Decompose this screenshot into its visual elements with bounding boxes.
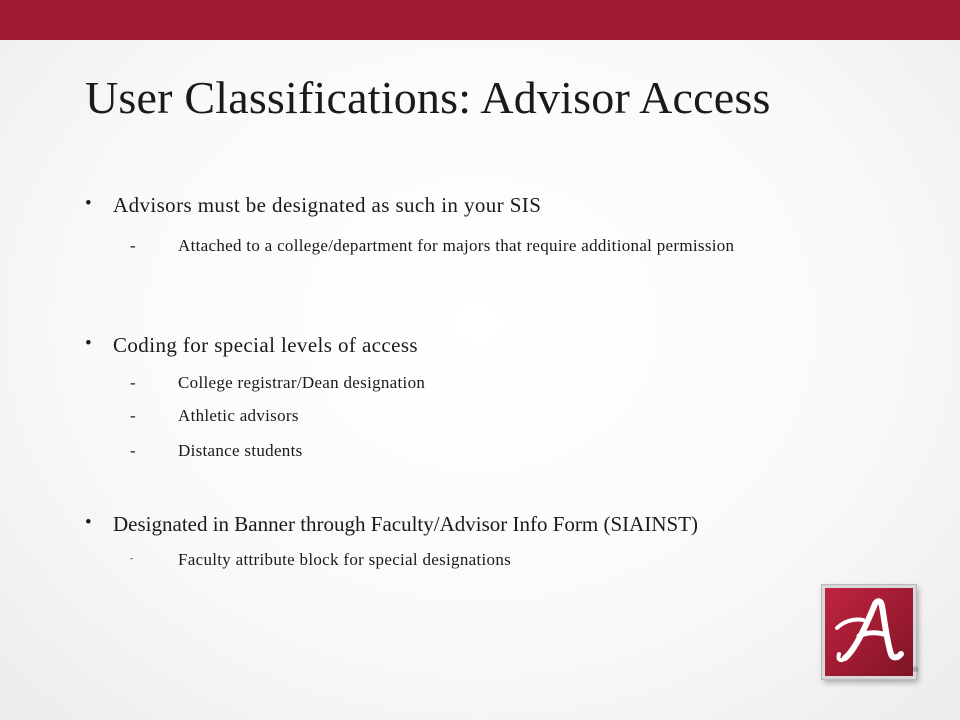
slide-title: User Classifications: Advisor Access [85,72,771,123]
dash-marker: - [130,406,136,425]
sub-item-text: Faculty attribute block for special designations [178,550,512,569]
bullet-dot: • [85,333,93,354]
dash-marker: - [130,236,136,255]
bullet-dot: • [85,193,93,214]
sub-item-text: Athletic advisors [178,406,299,425]
dash-marker: - [130,553,134,563]
registered-mark: ® [913,667,919,674]
bullet-text: Advisors must be designated as such in your SIS [113,193,542,217]
sub-item-text: College registrar/Dean designation [178,373,426,392]
bullet-dot: • [85,512,93,533]
script-a-logo-icon [822,585,919,679]
sub-item-text: Attached to a college/department for majors that require additional permission [178,236,735,255]
script-a-logo-graphic [825,588,913,676]
dash-marker: - [130,441,136,460]
bullet-text: Designated in Banner through Faculty/Advisor Info Form (SIAINST) [113,512,698,536]
bullet-text: Coding for special levels of access [113,333,418,357]
dash-marker: - [130,373,136,392]
sub-item-text: Distance students [178,441,303,460]
